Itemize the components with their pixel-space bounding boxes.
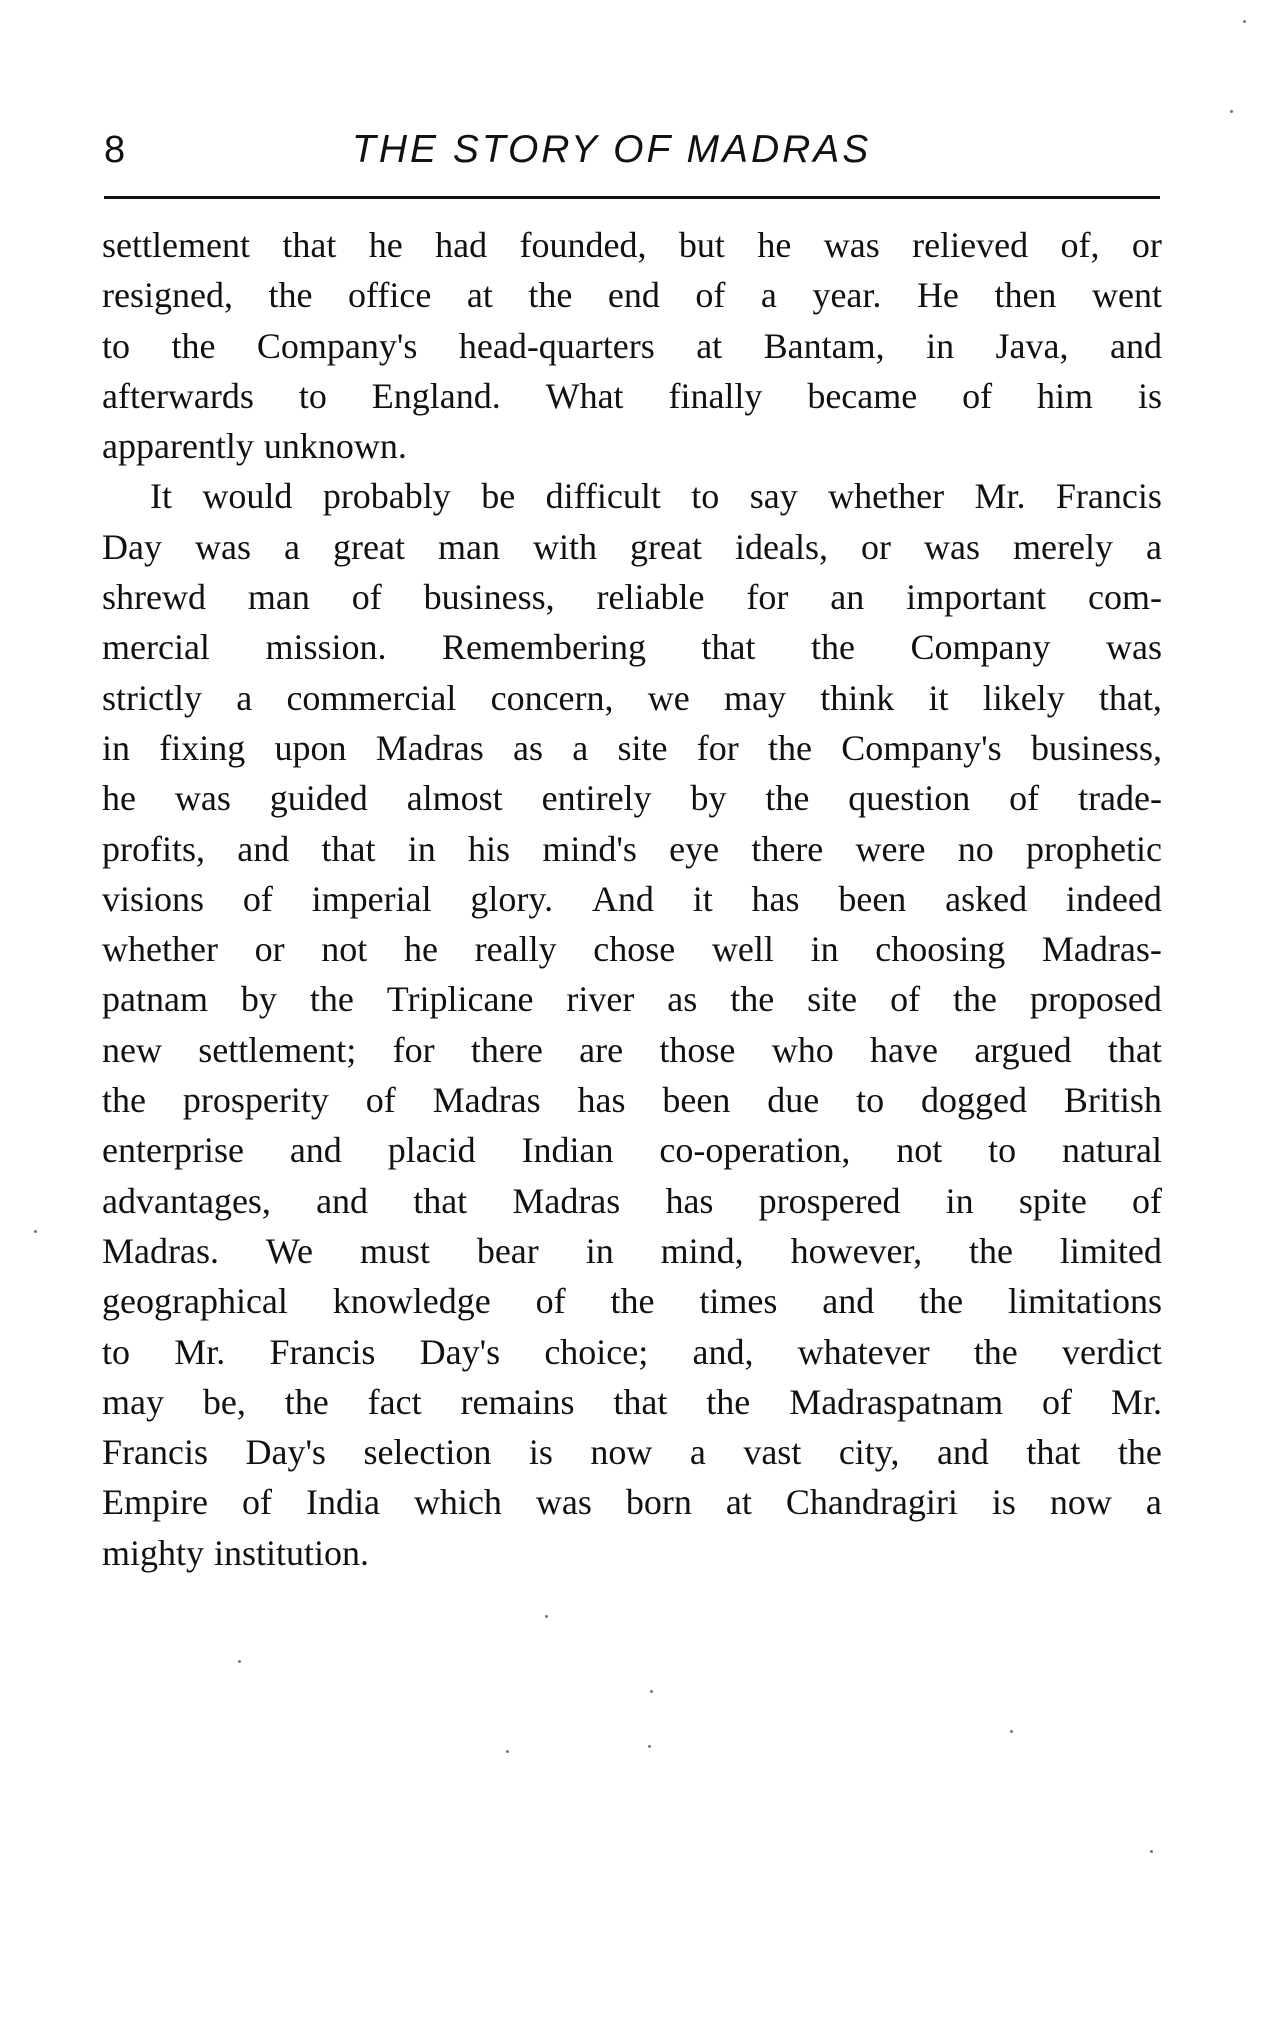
text-line: patnam by the Triplicane river as the site of the proposed xyxy=(102,979,1162,1020)
print-speck xyxy=(238,1660,241,1663)
text-line: in fixing upon Madras as a site for the Company's business, xyxy=(102,727,1162,768)
text-line: It would probably be difficult to say whether Mr. Francis xyxy=(150,476,1162,517)
text-line: strictly a commercial concern, we may think it likely that, xyxy=(102,677,1162,718)
text-line: Day was a great man with great ideals, or was merely a xyxy=(102,526,1162,567)
text-line: Madras. We must bear in mind, however, the limited xyxy=(102,1230,1162,1271)
text-line: to Mr. Francis Day's choice; and, whatever the verdict xyxy=(102,1331,1162,1372)
print-speck xyxy=(648,1745,651,1748)
page-number: 8 xyxy=(104,129,126,171)
print-speck xyxy=(545,1615,548,1618)
text-line: advantages, and that Madras has prospered in spite of xyxy=(102,1180,1162,1221)
running-head xyxy=(104,126,1160,174)
body-text xyxy=(102,220,1162,1578)
text-line: shrewd man of business, reliable for an important com- xyxy=(102,577,1162,618)
running-title: THE STORY OF MADRAS xyxy=(352,128,872,171)
text-line: geographical knowledge of the times and the limitations xyxy=(102,1281,1162,1322)
text-line: whether or not he really chose well in choosing Madras- xyxy=(102,929,1162,970)
paragraph-2 xyxy=(102,471,1162,1578)
text-line: settlement that he had founded, but he was relieved of, or xyxy=(102,225,1162,265)
text-line: visions of imperial glory. And it has been asked indeed xyxy=(102,878,1162,919)
header-rule xyxy=(104,196,1160,199)
text-line: resigned, the office at the end of a year. He then went xyxy=(102,275,1162,316)
text-line: profits, and that in his mind's eye there were no prophetic xyxy=(102,828,1162,869)
print-speck xyxy=(506,1750,509,1753)
paragraph-1 xyxy=(102,220,1162,471)
text-line: new settlement; for there are those who have argued that xyxy=(102,1029,1162,1070)
text-line: apparently unknown. xyxy=(102,426,407,467)
print-speck xyxy=(1010,1730,1013,1733)
text-line: mercial mission. Remembering that the Company was xyxy=(102,627,1162,668)
text-line: afterwards to England. What finally became of him is xyxy=(102,375,1162,416)
print-speck xyxy=(1150,1850,1153,1853)
text-line: he was guided almost entirely by the question of trade- xyxy=(102,778,1162,819)
text-line: Empire of India which was born at Chandragiri is now a xyxy=(102,1482,1162,1523)
text-line: Francis Day's selection is now a vast city, and that the xyxy=(102,1432,1162,1473)
print-speck xyxy=(1230,110,1233,113)
print-speck xyxy=(34,1230,37,1233)
print-speck xyxy=(1243,20,1246,23)
text-line: to the Company's head-quarters at Bantam, in Java, and xyxy=(102,325,1162,366)
print-speck xyxy=(650,1690,653,1693)
text-line: enterprise and placid Indian co-operation, not to natural xyxy=(102,1130,1162,1171)
text-line: the prosperity of Madras has been due to dogged British xyxy=(102,1080,1162,1121)
text-line: may be, the fact remains that the Madraspatnam of Mr. xyxy=(102,1381,1162,1422)
text-line: mighty institution. xyxy=(102,1532,370,1573)
